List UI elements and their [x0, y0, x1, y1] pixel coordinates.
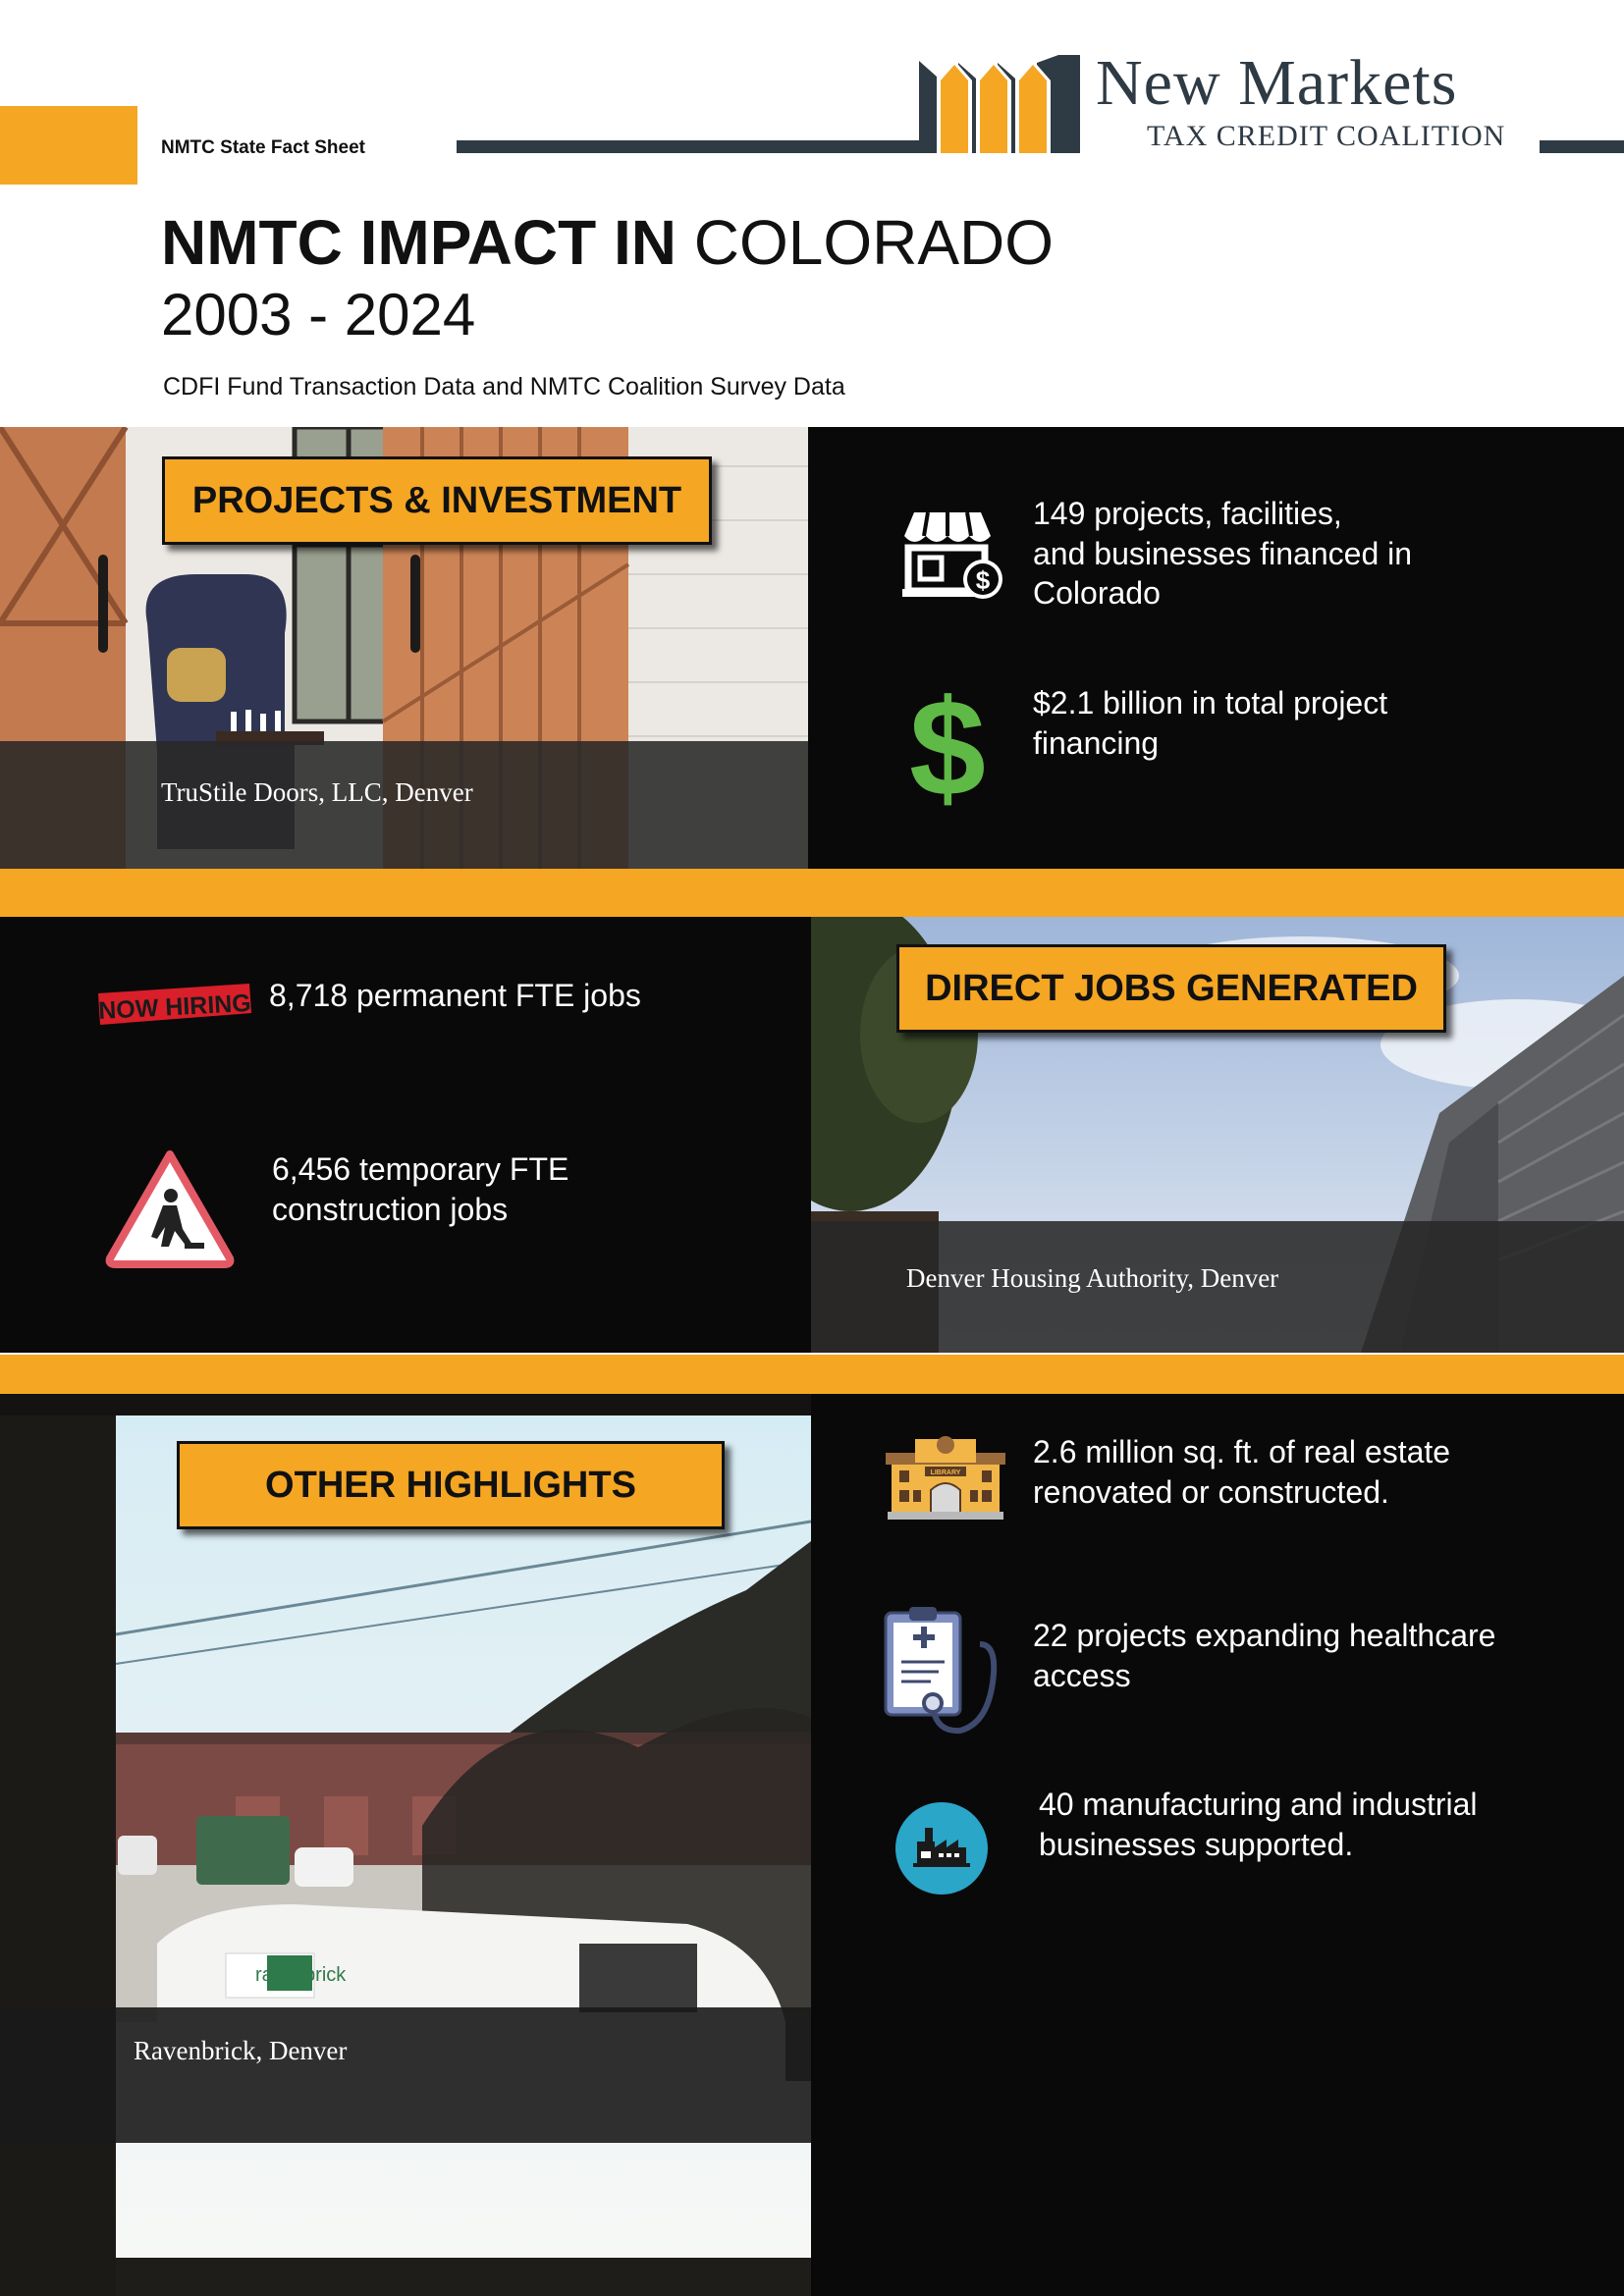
logo-bars-icon	[919, 55, 1080, 153]
stat-manufacturing: 40 manufacturing and industrial businesses supported.	[1039, 1787, 1478, 1862]
header-rule-right	[1540, 140, 1624, 153]
orange-divider-1	[0, 869, 1624, 917]
title-bold: NMTC IMPACT IN	[161, 207, 677, 278]
stat-projects-financed: 149 projects, facilities, and businesses financed in Colorado	[1033, 496, 1413, 612]
stat-total-financing: $2.1 billion in total project financing	[1033, 685, 1388, 761]
stat-real-estate: 2.6 million sq. ft. of real estate renovated or constructed.	[1033, 1434, 1451, 1510]
page-title	[161, 208, 1054, 277]
now-hiring-stamp-icon	[94, 980, 253, 1029]
other-highlights-label: OTHER HIGHLIGHTS	[177, 1441, 725, 1529]
header-rule-left	[457, 140, 923, 153]
trustile-caption: TruStile Doors, LLC, Denver	[161, 777, 473, 807]
stat-permanent-jobs: 8,718 permanent FTE jobs	[269, 978, 641, 1013]
title-state: COLORADO	[693, 207, 1055, 278]
sheet-label: NMTC State Fact Sheet	[161, 137, 365, 158]
projects-investment-label: PROJECTS & INVESTMENT	[162, 456, 712, 545]
library-building-icon	[886, 1431, 1005, 1520]
svg-text:LIBRARY: LIBRARY	[930, 1469, 961, 1476]
svg-text:ravenbrick: ravenbrick	[255, 1964, 347, 1986]
svg-text:NOW HIRING: NOW HIRING	[97, 988, 252, 1026]
title-years: 2003 - 2024	[161, 282, 476, 347]
svg-text:$: $	[909, 687, 986, 809]
direct-jobs-label: DIRECT JOBS GENERATED	[896, 944, 1446, 1033]
dollar-sign-icon	[903, 687, 992, 809]
ravenbrick-caption-bar	[0, 2007, 811, 2143]
svg-text:$: $	[975, 565, 991, 595]
header-orange-tab	[0, 106, 137, 185]
denver-housing-caption: Denver Housing Authority, Denver	[906, 1263, 1279, 1293]
orange-divider-2	[0, 1355, 1624, 1394]
data-source: CDFI Fund Transaction Data and NMTC Coalition Survey Data	[163, 373, 845, 400]
storefront-dollar-icon	[898, 508, 1004, 601]
factory-icon	[895, 1802, 988, 1895]
stat-healthcare: 22 projects expanding healthcare access	[1033, 1618, 1496, 1693]
stat-temporary-jobs: 6,456 temporary FTE construction jobs	[272, 1151, 569, 1227]
construction-warning-icon	[104, 1148, 236, 1268]
logo-name: New Markets	[1096, 47, 1458, 119]
ravenbrick-caption: Ravenbrick, Denver	[134, 2036, 348, 2065]
clipboard-stethoscope-icon	[882, 1605, 1001, 1738]
logo-subtitle: TAX CREDIT COALITION	[1147, 120, 1506, 152]
